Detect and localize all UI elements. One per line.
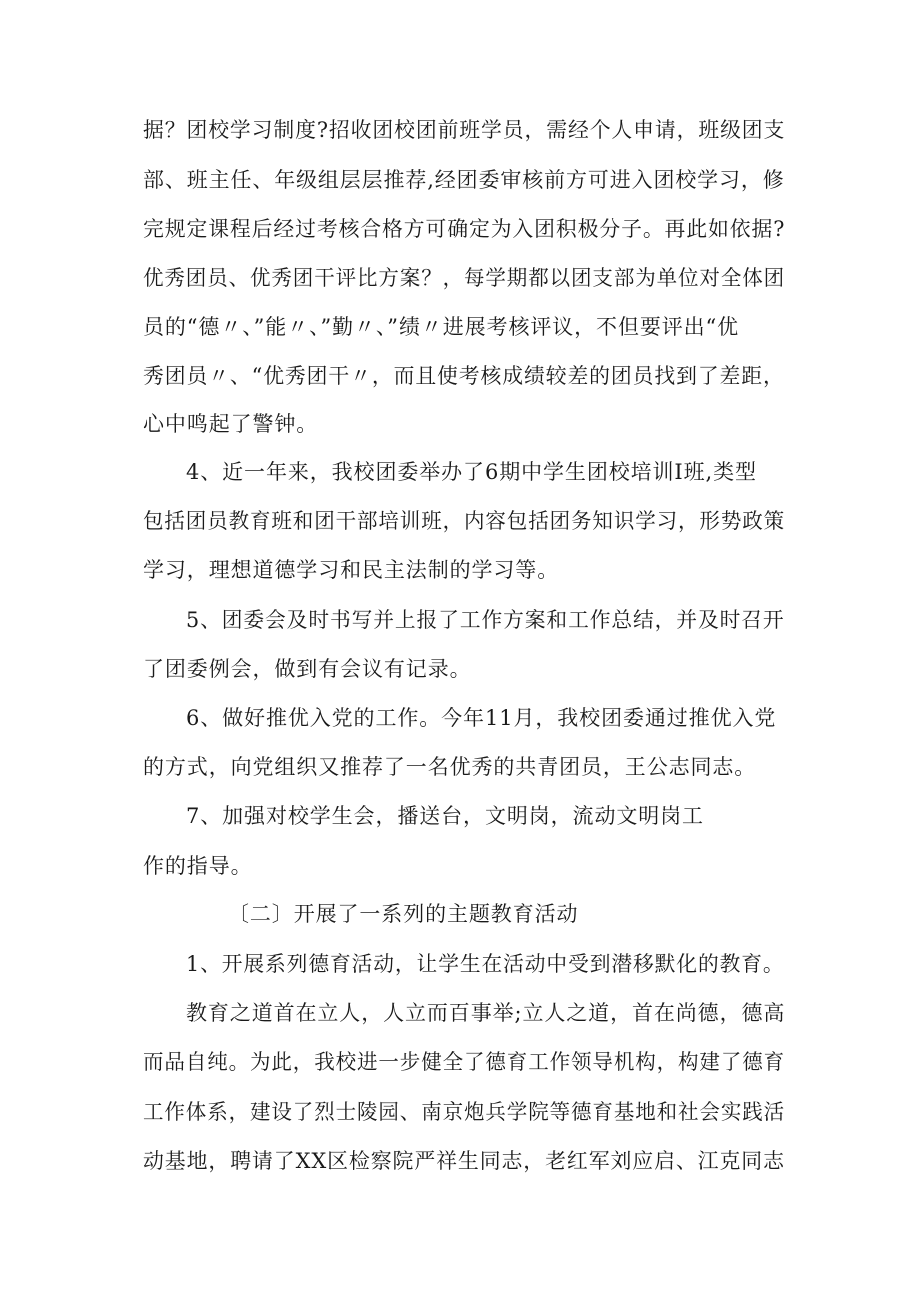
paragraph-line: 了团委例会，做到有会议有记录。: [143, 657, 472, 681]
paragraph-line: 1、开展系列德育活动，让学生在活动中受到潜移默化的教育。: [186, 952, 785, 976]
paragraph-line: 作的指导。: [143, 854, 253, 878]
paragraph-line: 教育之道首在立人，人立而百事举;立人之道，首在尚德，德高: [186, 1001, 786, 1025]
section-heading: 〔二〕开展了一系列的主题教育活动: [228, 902, 579, 926]
paragraph-line: 员的“德〃、”能〃、”勤〃、”绩〃进展考核评议，不但要评出“优: [143, 315, 740, 339]
paragraph-line: 而品自纯。为此，我校进一步健全了德育工作领导机构，构建了德育: [143, 1050, 786, 1074]
paragraph-line: 4、近一年来，我校团委举办了6期中学生团校培训Ⅰ班,类型: [186, 460, 757, 484]
paragraph-line: 6、做好推优入党的工作。今年11月，我校团委通过推优入党: [186, 706, 777, 730]
paragraph-line: 部、班主任、年级组层层推荐,经团委审核前方可进入团校学习，修: [143, 168, 785, 192]
paragraph-line: 7、加强对校学生会，播送台，文明岗，流动文明岗工: [186, 804, 704, 828]
paragraph-line: 学习，理想道德学习和民主法制的学习等。: [143, 558, 560, 582]
paragraph-line: 优秀团员、优秀团干评比方案？，每学期都以团支部为单位对全体团: [143, 266, 786, 290]
paragraph-line: 心中鸣起了警钟。: [143, 412, 319, 436]
paragraph-line: 动基地，聘请了XX区检察院严祥生同志，老红军刘应启、江克同志: [143, 1149, 785, 1173]
paragraph-line: 的方式，向党组织又推荐了一名优秀的共青团员，王公志同志。: [143, 755, 757, 779]
paragraph-line: 完规定课程后经过考核合格方可确定为入团积极分子。再此如依据?: [143, 217, 786, 241]
paragraph-line: 包括团员教育班和团干部培训班，内容包括团务知识学习，形势政策: [143, 509, 786, 533]
paragraph-line: 5、团委会及时书写并上报了工作方案和工作总结，并及时召开: [186, 608, 785, 632]
paragraph-line: 工作体系，建设了烈士陵园、南京炮兵学院等德育基地和社会实践活: [143, 1100, 786, 1124]
paragraph-line: 据？团校学习制度?招收团校团前班学员，需经个人申请，班级团支: [143, 118, 786, 142]
paragraph-line: 秀团员〃、“优秀团干〃，而且使考核成绩较差的团员找到了差距，: [143, 364, 785, 388]
